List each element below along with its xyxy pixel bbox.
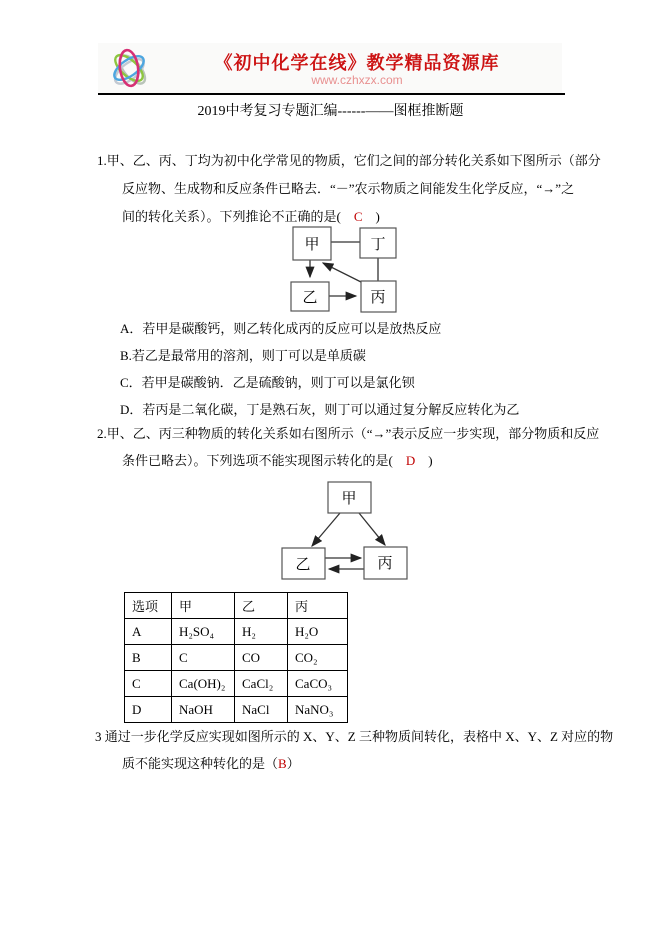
arrow-bing-to-jia <box>323 263 363 283</box>
row-label: D <box>125 697 172 723</box>
site-title: 《初中化学在线》教学精品资源库 <box>214 53 500 73</box>
col-header-bing: 丙 <box>288 593 348 619</box>
substances-table <box>124 592 348 723</box>
q2-stem-end: 条件已略去）。下列选项不能实现图示转化的是( <box>122 453 406 468</box>
q3-text-line2 <box>122 755 300 772</box>
q1-option-c: C．若甲是碳酸钠．乙是硫酸钠，则丁可以是氯化钡 <box>120 375 415 390</box>
site-banner <box>98 43 562 93</box>
q2-answer: D <box>405 453 416 468</box>
site-url: www.czhxzx.com <box>311 73 403 87</box>
q1-answer: C <box>353 209 363 224</box>
cell-jia: H₂SO₄ <box>172 619 235 645</box>
cell-jia: C <box>172 645 235 671</box>
q2-text-line2 <box>122 452 433 469</box>
cell-jia: NaOH <box>172 697 235 723</box>
q3-paren-close: ） <box>286 756 300 771</box>
q1-option-d: D．若丙是二氧化碳，丁是熟石灰，则丁可以通过复分解反应转化为乙 <box>120 402 520 417</box>
q1-text-line2: 反应物、生成物和反应条件已略去．“－”农示物质之间能发生化学反应，“→”之 <box>122 181 575 196</box>
node-label-yi: 乙 <box>295 557 311 573</box>
node-label-bing: 丙 <box>377 556 393 572</box>
cell-yi: NaCl <box>235 697 288 723</box>
table-row <box>125 645 348 671</box>
q1-option-b: B.若乙是最常用的溶剂，则丁可以是单质碳 <box>120 348 366 363</box>
table-row <box>125 697 348 723</box>
col-header-yi: 乙 <box>235 593 288 619</box>
cell-jia: Ca(OH)₂ <box>172 671 235 697</box>
q1-text-line1: 1.甲、乙、丙、丁均为初中化学常见的物质，它们之间的部分转化关系如下图所示（部分 <box>97 153 601 168</box>
node-label-jia: 甲 <box>304 237 320 253</box>
table-header-row <box>125 593 348 619</box>
q3-answer: B <box>278 756 287 771</box>
row-label: B <box>125 645 172 671</box>
q2-relationship-diagram <box>252 477 452 587</box>
cell-yi: CaCl₂ <box>235 671 288 697</box>
node-label-jia: 甲 <box>341 491 357 507</box>
q3-text-line1: 3 通过一步化学反应实现如图所示的 X、Y、Z 三种物质间转化，表格中 X、Y、Z 对应的物 <box>95 729 614 744</box>
cell-bing: H₂O <box>288 619 348 645</box>
q1-paren-close: ) <box>362 209 380 224</box>
node-label-ding: 丁 <box>370 237 386 253</box>
doc-title: 2019中考复习专题汇编------——图框推断题 <box>197 104 464 119</box>
cell-yi: H₂ <box>235 619 288 645</box>
cell-bing: CO₂ <box>288 645 348 671</box>
cell-bing: NaNO₃ <box>288 697 348 723</box>
table-row <box>125 671 348 697</box>
atom-logo-icon <box>106 45 152 91</box>
q2-text-line1: 2.甲、乙、丙三种物质的转化关系如右图所示（“→”表示反应一步实现，部分物质和反应 <box>97 426 600 441</box>
row-label: A <box>125 619 172 645</box>
cell-yi: CO <box>235 645 288 671</box>
node-label-yi: 乙 <box>302 290 318 306</box>
q1-relationship-diagram <box>276 221 416 321</box>
col-header-jia: 甲 <box>172 593 235 619</box>
arrow-jia-to-yi <box>312 513 340 546</box>
col-header-option: 选项 <box>125 593 172 619</box>
table-row <box>125 619 348 645</box>
q2-paren-close: ) <box>415 453 433 468</box>
node-label-bing: 丙 <box>370 290 386 306</box>
row-label: C <box>125 671 172 697</box>
arrow-jia-to-bing <box>359 513 385 545</box>
header-divider <box>98 93 565 95</box>
q1-option-a: A．若甲是碳酸钙，则乙转化成丙的反应可以是放热反应 <box>120 321 442 336</box>
q3-stem-end: 质不能实现这种转化的是（ <box>122 756 279 771</box>
q1-stem-end: 间的转化关系）。下列推论不正确的是( <box>122 209 354 224</box>
cell-bing: CaCO₃ <box>288 671 348 697</box>
